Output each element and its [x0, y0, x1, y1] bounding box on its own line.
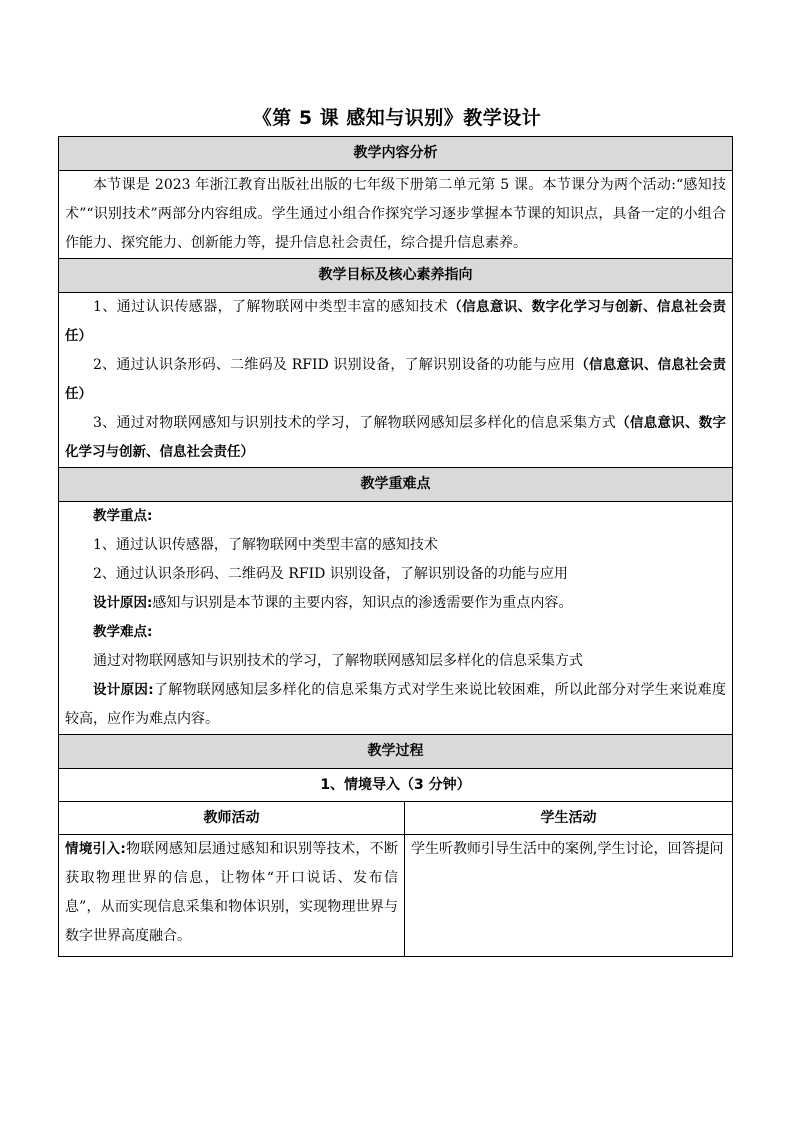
content-analysis-header-row [59, 137, 733, 171]
lesson-plan-table [58, 136, 733, 957]
objective-item [65, 351, 726, 409]
teacher-activity-label: 情境引入: [65, 841, 126, 857]
objectives-body-row [59, 293, 733, 468]
content-analysis-header: 教学内容分析 [59, 137, 733, 171]
objectives-header: 教学目标及核心素养指向 [59, 259, 733, 293]
difficulty-text: 通过对物联网感知与识别技术的学习，了解物联网感知层多样化的信息采集方式 [93, 653, 583, 669]
objective-text: 2、通过认识条形码、二维码及 RFID 识别设备，了解识别设备的功能与应用 [93, 357, 576, 373]
focus-reason-text: 感知与识别是本节课的主要内容，知识点的渗透需要作为重点内容。 [152, 595, 573, 611]
teacher-activity-body: 物联网感知层通过感知和识别等技术，不断获取物理世界的信息，让物体“开口说话、发布信息”，从而实现信息采集和物体识别，实现物理世界与数字世界高度融合。 [65, 841, 399, 944]
key-points-header-row [59, 468, 733, 502]
process-section-row [59, 769, 733, 802]
content-analysis-body-row [59, 171, 733, 259]
focus-reason [65, 589, 726, 618]
content-analysis-text: 本节课是 2023 年浙江教育出版社出版的七年级下册第二单元第 5 课。本节课分为两个活动:“感知技术”“识别技术”两部分内容组成。学生通过小组合作探究学习逐步掌握本节课的知识点，具备一定的小组合作能力、探究能力、创新能力等，提升信息社会责任，综合提升信息素养。 [65, 177, 726, 251]
process-section-title: 1、情境导入（3 分钟） [59, 769, 733, 802]
process-header-row [59, 735, 733, 769]
objective-item [65, 293, 726, 351]
difficulty-reason [65, 676, 726, 734]
focus-item: 2、通过认识条形码、二维码及 RFID 识别设备，了解识别设备的功能与应用 [93, 566, 568, 582]
difficulty-reason-label: 设计原因: [93, 682, 154, 698]
teacher-activity-text [65, 835, 398, 951]
focus-label-text: 教学重点: [93, 508, 153, 524]
activity-row [59, 835, 733, 957]
objective-literacy-tag: （信息意识、数字化学习与创新、信息社会责任） [65, 415, 727, 460]
objective-literacy-tag: （信息意识、信息社会责任） [65, 357, 726, 402]
student-activity-text: 学生听教师引导生活中的案例,学生讨论，回答提问 [411, 841, 724, 857]
content-analysis-body [59, 171, 733, 259]
focus-reason-label: 设计原因: [93, 595, 153, 611]
activity-column-headers [59, 802, 733, 835]
objective-text: 3、通过对物联网感知与识别技术的学习，了解物联网感知层多样化的信息采集方式 [93, 415, 617, 431]
objectives-body [59, 293, 733, 468]
student-activity-header: 学生活动 [405, 802, 733, 835]
focus-label [65, 502, 726, 531]
key-points-body-row [59, 502, 733, 735]
difficulty-reason-text: 了解物联网感知层多样化的信息采集方式对学生来说比较困难，所以此部分对学生来说难度较高，应作为难点内容。 [65, 682, 726, 727]
objective-item [65, 409, 726, 467]
student-activity-cell [405, 835, 733, 957]
key-points-body [59, 502, 733, 735]
teacher-activity-header: 教师活动 [59, 802, 405, 835]
document-title: 《第 5 课 感知与识别》教学设计 [252, 107, 542, 129]
difficulty-label [65, 618, 726, 647]
teacher-activity-cell [59, 835, 405, 957]
objectives-header-row [59, 259, 733, 293]
objective-text: 1、通过认识传感器，了解物联网中类型丰富的感知技术 [93, 299, 449, 315]
difficulty-label-text: 教学难点: [93, 624, 153, 640]
objective-literacy-tag: （信息意识、数字化学习与创新、信息社会责任） [65, 299, 727, 344]
key-points-header: 教学重难点 [59, 468, 733, 502]
focus-item: 1、通过认识传感器，了解物联网中类型丰富的感知技术 [93, 537, 438, 553]
process-header: 教学过程 [59, 735, 733, 769]
